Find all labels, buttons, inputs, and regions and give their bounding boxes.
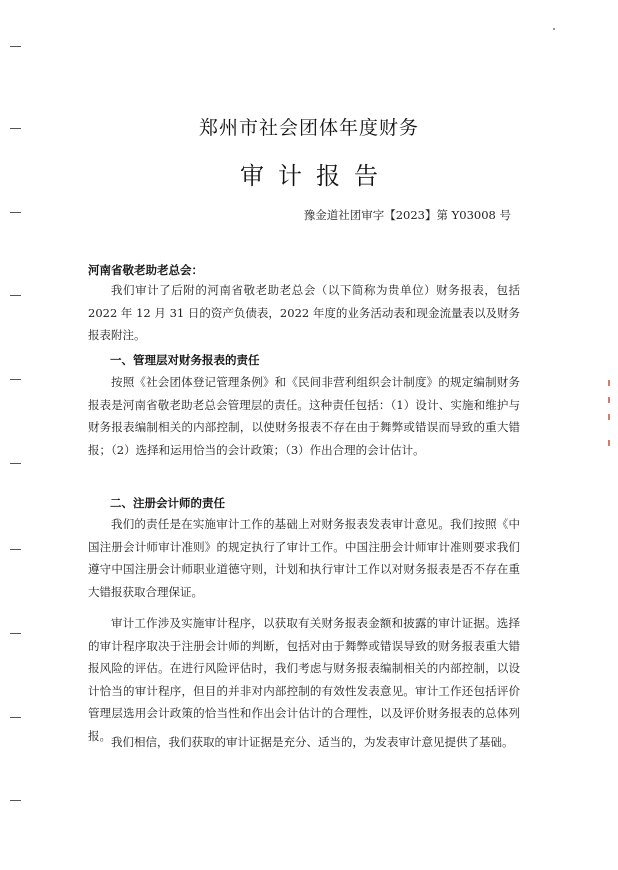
margin-mark [10,633,21,634]
intro-paragraph: 我们审计了后附的河南省敬老助老总会（以下简称为贵单位）财务报表，包括 2022 年 12 月 31 日的资产负债表，2022 年度的业务活动表和现金流量表以及财务报表附注。 [88,283,520,342]
report-subtitle: 审计报告 [240,162,392,190]
seal-edge-mark [608,397,610,403]
margin-mark [10,212,21,213]
margin-mark [10,463,21,464]
section2-heading: 二、注册会计师的责任 [110,496,225,510]
reference-number: 豫金道社团审字【2023】第 Y03008 号 [303,208,511,222]
margin-mark [10,717,21,718]
margin-mark [10,549,21,550]
seal-edge-mark [608,440,610,446]
margin-mark [10,46,21,47]
section2-paragraph-3: 我们相信，我们获取的审计证据是充分、适当的，为发表审计意见提供了基础。 [111,735,514,749]
section1-body: 按照《社会团体登记管理条例》和《民间非营利组织会计制度》的规定编制财务报表是河南省敬老助老总会管理层的责任。这种责任包括：（1）设计、实施和维护与财务报表编制相关的内部控制，以使财务报表不存在由于舞弊或错误而导致的重大错报；（2）选择和运用恰当的会计政策；（3）作出合理的会计估计。 [88,375,520,457]
section1-heading: 一、管理层对财务报表的责任 [110,353,260,367]
margin-mark [10,800,21,801]
salutation: 河南省敬老助老总会： [88,263,203,277]
section2-paragraph-1: 我们的责任是在实施审计工作的基础上对财务报表发表审计意见。我们按照《中国注册会计师审计准则》的规定执行了审计工作。中国注册会计师审计准则要求我们遵守中国注册会计师职业道德守则，计划和执行审计工作以对财务报表是否不存在重大错报获取合理保证。 [88,517,520,599]
margin-mark [10,379,21,380]
seal-edge-mark [608,414,610,420]
margin-mark [10,295,21,296]
report-title: 郑州市社会团体年度财务 [198,117,419,139]
seal-edge-mark [608,380,610,386]
scan-speck [553,28,555,30]
section2-paragraph-2: 审计工作涉及实施审计程序，以获取有关财务报表金额和披露的审计证据。选择的审计程序取决于注册会计师的判断，包括对由于舞弊或错误导致的财务报表重大错报风险的评估。在进行风险评估时，我们考虑与财务报表编制相关的内部控制，以设计恰当的审计程序，但目的并非对内部控制的有效性发表意见。审计工作还包括评价管理层选用会计政策的恰当性和作出会计估计的合理性，以及评价财务报表的总体列报。 [88,616,520,743]
